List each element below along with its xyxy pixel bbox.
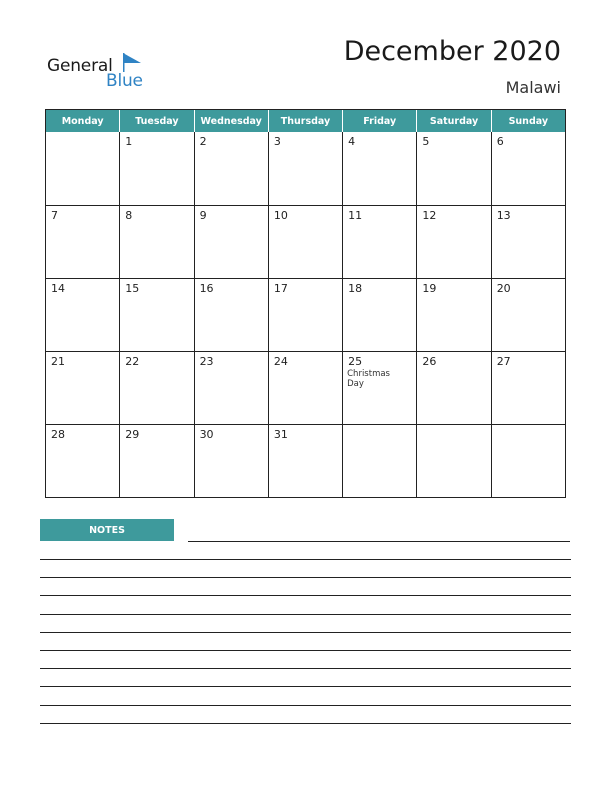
notes-line xyxy=(40,705,571,706)
day-number: 3 xyxy=(273,135,281,148)
calendar-day-cell xyxy=(46,425,119,497)
calendar-day-cell xyxy=(46,352,119,424)
calendar-day-cell xyxy=(491,352,565,424)
notes-line xyxy=(40,614,571,615)
calendar-day-cell xyxy=(268,352,342,424)
day-number: 20 xyxy=(496,282,511,295)
calendar-day-cell xyxy=(119,352,193,424)
calendar-day-cell xyxy=(119,279,193,351)
day-number: 26 xyxy=(422,355,437,368)
page-title: December 2020 xyxy=(343,36,561,67)
calendar-day-cell xyxy=(342,206,416,278)
day-number: 15 xyxy=(125,282,140,295)
calendar-day-cell xyxy=(416,206,490,278)
calendar-day-cell xyxy=(416,352,490,424)
day-number: 6 xyxy=(496,135,504,148)
day-number: 21 xyxy=(51,355,65,368)
calendar-day-cell xyxy=(416,132,490,205)
day-number: 27 xyxy=(496,355,511,368)
day-number: 25 xyxy=(348,355,363,368)
country-label: Malawi xyxy=(505,78,561,97)
day-number: 22 xyxy=(125,355,140,368)
logo-text-blue: Blue xyxy=(106,71,143,91)
calendar-day-cell xyxy=(119,425,193,497)
weekday-header: Tuesday xyxy=(119,110,193,132)
notes-line xyxy=(40,650,571,651)
calendar-day-cell xyxy=(491,425,565,497)
day-number: 4 xyxy=(348,135,356,148)
weekday-header: Friday xyxy=(342,110,416,132)
day-number: 13 xyxy=(496,209,511,222)
day-number: 31 xyxy=(273,428,288,441)
weekday-header: Sunday xyxy=(491,110,565,132)
day-number: 24 xyxy=(273,355,288,368)
day-number: 7 xyxy=(51,209,58,222)
calendar-day-cell xyxy=(46,206,119,278)
day-number: 30 xyxy=(199,428,214,441)
notes-label: NOTES xyxy=(40,519,174,541)
calendar-day-cell xyxy=(342,279,416,351)
calendar-day-cell xyxy=(342,425,416,497)
calendar-day-cell xyxy=(416,425,490,497)
calendar-day-cell xyxy=(491,279,565,351)
day-number: 9 xyxy=(199,209,207,222)
calendar-day-cell xyxy=(268,132,342,205)
weekday-header: Thursday xyxy=(268,110,342,132)
day-number: 18 xyxy=(348,282,363,295)
calendar-day-cell xyxy=(194,132,268,205)
notes-line xyxy=(40,723,571,724)
day-number: 11 xyxy=(348,209,363,222)
calendar-day-cell xyxy=(268,279,342,351)
notes-line xyxy=(40,686,571,687)
calendar-day-cell xyxy=(46,132,119,205)
weekday-header-row xyxy=(46,110,565,132)
day-number: 1 xyxy=(125,135,133,148)
calendar-day-cell xyxy=(268,425,342,497)
day-number: 28 xyxy=(51,428,65,441)
day-number: 2 xyxy=(199,135,207,148)
calendar-weeks xyxy=(46,132,565,497)
weekday-header: Saturday xyxy=(416,110,490,132)
calendar-week-row xyxy=(46,351,565,424)
day-number: 14 xyxy=(51,282,65,295)
calendar-day-cell xyxy=(342,352,416,424)
notes-line xyxy=(40,559,571,560)
day-number: 8 xyxy=(125,209,133,222)
notes-line xyxy=(188,541,570,542)
calendar-day-cell xyxy=(119,132,193,205)
calendar-week-row xyxy=(46,424,565,497)
weekday-header: Wednesday xyxy=(194,110,268,132)
day-number: 23 xyxy=(199,355,214,368)
day-number: 10 xyxy=(273,209,288,222)
calendar-day-cell xyxy=(268,206,342,278)
logo-flag-icon xyxy=(121,53,143,73)
calendar-day-cell xyxy=(194,206,268,278)
day-number: 29 xyxy=(125,428,140,441)
calendar-day-cell xyxy=(491,206,565,278)
calendar-week-row xyxy=(46,132,565,205)
notes-line xyxy=(40,668,571,669)
day-number: 19 xyxy=(422,282,437,295)
weekday-header: Monday xyxy=(61,115,104,127)
notes-line xyxy=(40,595,571,596)
day-number: 12 xyxy=(422,209,437,222)
day-number: 16 xyxy=(199,282,214,295)
calendar-day-cell xyxy=(342,132,416,205)
calendar-day-cell xyxy=(194,425,268,497)
day-number: 17 xyxy=(273,282,288,295)
calendar-day-cell xyxy=(194,279,268,351)
holiday-label: Christmas Day xyxy=(347,369,390,389)
calendar-grid xyxy=(45,109,566,498)
calendar-day-cell xyxy=(46,279,119,351)
calendar-day-cell xyxy=(491,132,565,205)
calendar-day-cell xyxy=(416,279,490,351)
calendar-week-row xyxy=(46,278,565,351)
notes-line xyxy=(40,577,571,578)
notes-line xyxy=(40,632,571,633)
calendar-day-cell xyxy=(194,352,268,424)
calendar-week-row xyxy=(46,205,565,278)
calendar-day-cell xyxy=(119,206,193,278)
day-number: 5 xyxy=(422,135,430,148)
logo-text-general: General xyxy=(47,56,113,76)
